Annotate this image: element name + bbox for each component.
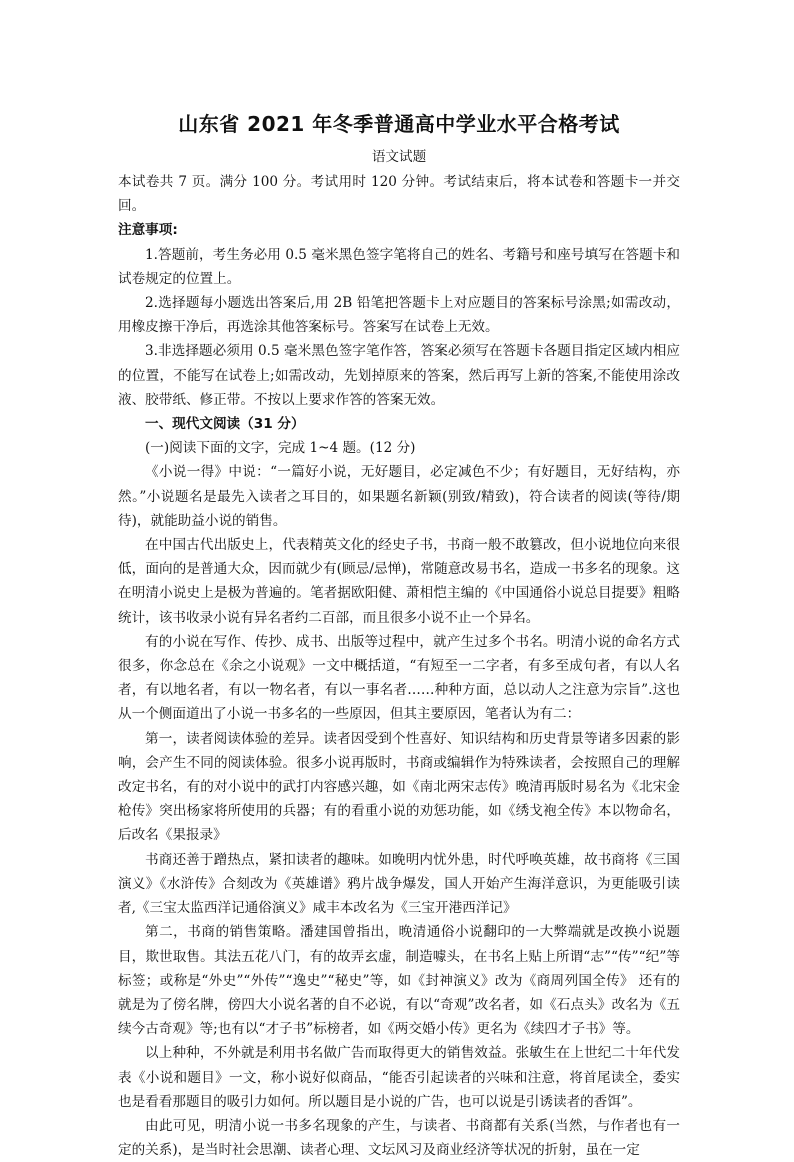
passage-paragraph: 书商还善于蹭热点，紧扣读者的趣味。如晚明内忧外患，时代呼唤英雄，故书商将《三国演义》《水浒传》合刻改为《英雄谱》鸦片战争爆发，国人开始产生海洋意识，为更能吸引读者,《三宝太监西洋记通俗演义》咸丰本改名为《三宝开港西洋记》 [118, 851, 680, 917]
notice-item: 2.选择题每小题选出答案后,用 2B 铅笔把答题卡上对应题目的答案标号涂黑;如需改动，用橡皮擦干净后，再选涂其他答案标号。答案写在试卷上无效。 [118, 295, 680, 336]
passage-paragraph: 第一，读者阅读体验的差异。读者因受到个性喜好、知识结构和历史背景等诸多因素的影响，会产生不同的阅读体验。很多小说再版时，书商或编辑作为特殊读者，会按照自己的理解改定书名，有的对小说中的武打内容感兴趣，如《南北两宋志传》晚清再版时易名为《北宋金枪传》突出杨家将所使用的兵器；有的看重小说的劝惩功能，如《绣戈袍全传》本以物命名，后改名《果报录》 [118, 730, 680, 844]
passage-paragraph: 《小说一得》中说：“一篇好小说，无好题目，必定减色不少；有好题目，无好结构，亦然。”小说题名是最先入读者之耳目的，如果题名新颖(别致/精致)，符合读者的阅读(等待/期待)，就能助益小说的销售。 [118, 464, 680, 529]
notice-item: 1.答题前，考生务必用 0.5 毫米黑色签字笔将自己的姓名、考籍号和座号填写在答题卡和试卷规定的位置上。 [118, 246, 680, 287]
question-intro: (一)阅读下面的文字，完成 1~4 题。(12 分) [145, 440, 416, 457]
passage-paragraph: 由此可见，明清小说一书多名现象的产生，与读者、书商都有关系(当然，与作者也有一定的关系)，是当时社会思潮、读者心理、文坛风习及商业经济等状况的折射，虽在一定 [118, 1117, 680, 1159]
passage-paragraph: 在中国古代出版史上，代表精英文化的经史子书，书商一般不敢篡改，但小说地位向来很低，面向的是普通大众，因而就少有(顾忌/忌惮)，常随意改易书名，造成一书多名的现象。这在明清小说史上是极为普遍的。笔者据欧阳健、萧相恺主编的《中国通俗小说总目提要》粗略统计，该书收录小说有异名者约二百部，而且很多小说不止一个异名。 [118, 537, 680, 626]
notice-heading: 注意事项: [118, 222, 178, 239]
exam-page [118, 98, 680, 1162]
passage-paragraph: 以上种种，不外就是利用书名做广告而取得更大的销售效益。张敏生在上世纪二十年代发表《小说和题目》一文，称小说好似商品，“能否引起读者的兴味和注意，将首尾读全，委实也是看看那题目的吸引力如何。所以题目是小说的广告，也可以说是引诱读者的香饵”。 [118, 1045, 680, 1110]
exam-subtitle: 语文试题 [371, 149, 427, 165]
notice-item: 3.非选择题必须用 0.5 毫米黑色签字笔作答，答案必须写在答题卡各题目指定区域内相应的位置，不能写在试卷上;如需改动，先划掉原来的答案，然后再写上新的答案,不能使用涂改液、胶带纸、修正带。不按以上要求作答的答案无效。 [118, 343, 680, 408]
passage-paragraph: 第二，书商的销售策略。潘建国曾指出，晚清通俗小说翻印的一大弊端就是改换小说题目，欺世取售。其法五花八门，有的故弄玄虚，制造噱头，在书名上贴上所谓“志”“传”“纪”等标签；或称是“外史”“外传”“逸史”“秘史”等，如《封神演义》改为《商周列国全传》 还有的就是为了傍名牌，傍四大小说名著的自不必说，有以“奇观”改名者，如《石点头》改名为《五续今古奇观》等;也有以“才子书”标榜者，如《两交婚小传》更名为《续四才子书》等。 [118, 924, 680, 1038]
section-heading: 一、现代文阅读（31 分） [145, 416, 305, 433]
exam-intro: 本试卷共 7 页。满分 100 分。考试用时 120 分钟。考试结束后，将本试卷和答题卡一并交回。 [118, 174, 680, 215]
exam-title: 山东省 2021 年冬季普通高中学业水平合格考试 [178, 112, 620, 136]
passage-paragraph: 有的小说在写作、传抄、成书、出版等过程中，就产生过多个书名。明清小说的命名方式很多，你念总在《余之小说观》一文中概括道，“有短至一二字者，有多至成句者，有以人名者，有以地名者，有以一物名者，有以一事名者……种种方面，总以动人之注意为宗旨”.这也从一个侧面道出了小说一书多名的一些原因，但其主要原因，笔者认为有二： [118, 633, 680, 723]
